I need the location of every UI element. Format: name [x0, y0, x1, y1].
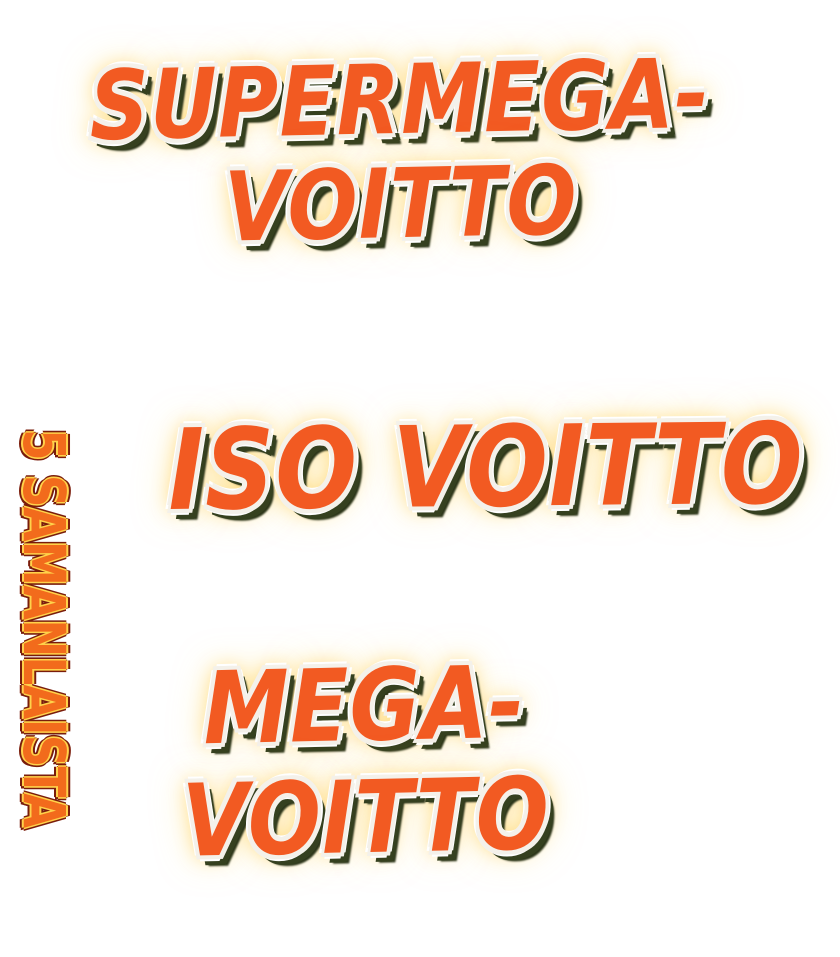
five-of-a-kind-label — [4, 358, 84, 898]
mega-win-label — [166, 643, 565, 880]
mega-win-line2: VOITTO — [181, 755, 551, 880]
supermega-win-label — [88, 37, 711, 264]
supermega-win-line2: VOITTO — [223, 144, 579, 264]
five-of-a-kind-text: 5 SAMANLAISTA — [10, 428, 78, 828]
iso-win-label — [167, 395, 805, 541]
iso-win-text: ISO VOITTO — [167, 399, 805, 537]
supermega-win-line1: SUPERMEGA- — [88, 37, 711, 163]
mega-win-line1: MEGA- — [202, 643, 526, 768]
